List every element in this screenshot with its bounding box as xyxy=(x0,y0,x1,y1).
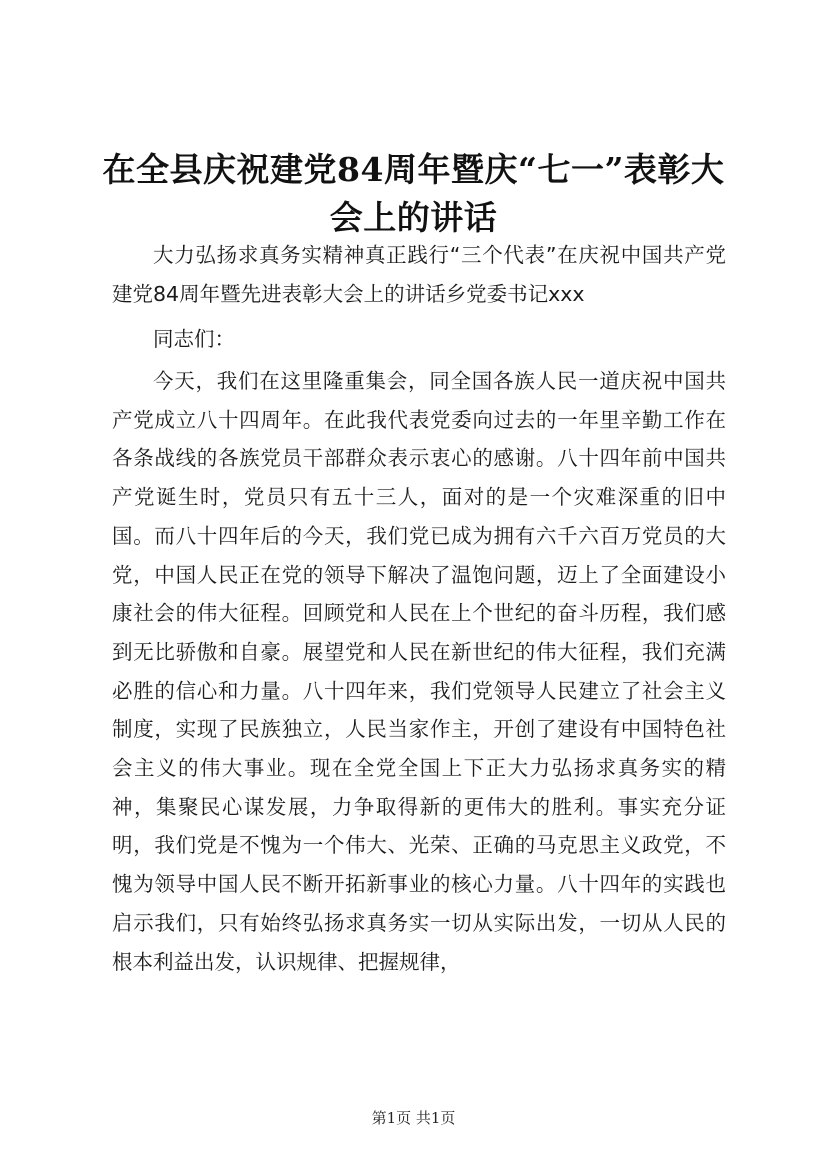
body-paragraph: 今天，我们在这里隆重集会，同全国各族人民一道庆祝中国共产党成立八十四周年。在此我代表党委向过去的一年里辛勤工作在各条战线的各族党员干部群众表示衷心的感谢。八十四年前中国共产党诞生时，党员只有五十三人，面对的是一个灾难深重的旧中国。而八十四年后的今天，我们党已成为拥有六千六百万党员的大党，中国人民正在党的领导下解决了温饱问题，迈上了全面建设小康社会的伟大征程。回顾党和人民在上个世纪的奋斗历程，我们感到无比骄傲和自豪。展望党和人民在新世纪的伟大征程，我们充满必胜的信心和力量。八十四年来，我们党领导人民建立了社会主义制度，实现了民族独立，人民当家作主，开创了建设有中国特色社会主义的伟大事业。现在全党全国上下正大力弘扬求真务实的精神，集聚民心谋发展，力争取得新的更伟大的胜利。事实充分证明，我们党是不愧为一个伟大、光荣、正确的马克思主义政党，不愧为领导中国人民不断开拓新事业的核心力量。八十四年的实践也启示我们，只有始终弘扬求真务实一切从实际出发，一切从人民的根本利益出发，认识规律、把握规律， xyxy=(112,369,726,974)
document-subtitle: 大力弘扬求真务实精神真正践行“三个代表”在庆祝中国共产党建党84周年暨先进表彰大会上的讲话乡党委书记xxx xyxy=(112,243,726,306)
document-title: 在全县庆祝建党84周年暨庆“七一”表彰大会上的讲话 xyxy=(102,150,725,237)
greeting-line: 同志们： xyxy=(153,327,235,351)
page-footer: 第1页 共1页 xyxy=(371,1109,456,1127)
